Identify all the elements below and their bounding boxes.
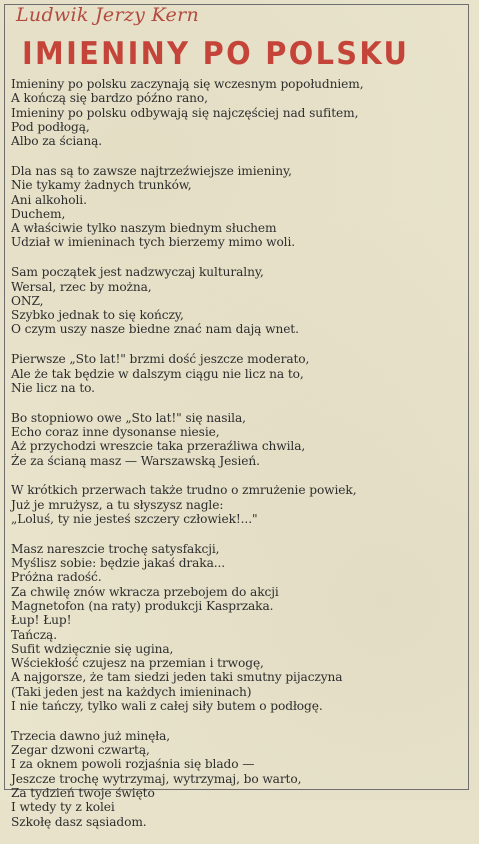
poem-line: Sufit wdzięcznie się ugina, bbox=[11, 641, 174, 656]
poem-line: Łup! Łup! bbox=[11, 613, 72, 628]
poem-line: Albo za ścianą. bbox=[11, 134, 103, 149]
poem-line: Ale że tak będzie w dalszym ciągu nie licz na to, bbox=[11, 366, 304, 381]
poem-line: Duchem, bbox=[11, 206, 66, 221]
poem-line: Tańczą. bbox=[11, 627, 57, 642]
poem-stanza bbox=[11, 542, 456, 714]
poem-line: I nie tańczy, tylko wali z całej siły butem o podłogę. bbox=[11, 698, 323, 713]
poem-line: Magnetofon (na raty) produkcji Kasprzaka. bbox=[11, 598, 274, 613]
poem-line: (Taki jeden jest na każdych imieninach) bbox=[11, 684, 252, 699]
poem-line: Trzecia dawno już minęła, bbox=[11, 728, 171, 743]
poem-line: A właściwie tylko naszym biednym słuchem bbox=[11, 221, 277, 236]
poem-line: Nie tykamy żadnych trunków, bbox=[11, 178, 192, 193]
poem-line: O czym uszy nasze biedne znać nam dają wnet. bbox=[11, 322, 299, 337]
poem-line: Że za ścianą masz — Warszawską Jesień. bbox=[11, 453, 260, 468]
poem-line: Masz nareszcie trochę satysfakcji, bbox=[11, 541, 220, 556]
poem-stanza bbox=[11, 729, 456, 829]
poem-line: Dla nas są to zawsze najtrzeźwiejsze imieniny, bbox=[11, 163, 292, 178]
poem-line: Wściekłość czujesz na przemian i trwogę, bbox=[11, 656, 264, 671]
poem-line: Pod podłogą, bbox=[11, 119, 90, 134]
poem-line: Echo coraz inne dysonanse niesie, bbox=[11, 424, 220, 439]
poem-line: Udział w imieninach tych bierzemy mimo woli. bbox=[11, 235, 296, 250]
poem-stanza bbox=[11, 352, 456, 395]
poem-stanza bbox=[11, 77, 456, 148]
poem-line: Zegar dzwoni czwartą, bbox=[11, 743, 150, 758]
poem-line: Szkołę dasz sąsiadom. bbox=[11, 814, 147, 829]
poem-title: IMIENINY PO POLSKU bbox=[22, 36, 410, 72]
poem-line: W krótkich przerwach także trudno o zmrużenie powiek, bbox=[11, 483, 357, 498]
poem-stanza bbox=[11, 411, 456, 468]
poem-line: Ani alkoholi. bbox=[11, 192, 87, 207]
poem-line: Bo stopniowo owe „Sto lat!" się nasila, bbox=[11, 410, 246, 425]
author-name: Ludwik Jerzy Kern bbox=[16, 4, 199, 26]
poem-line: Szybko jednak to się kończy, bbox=[11, 308, 184, 323]
poem-line: Imieniny po polsku zaczynają się wczesnym popołudniem, bbox=[11, 77, 364, 91]
poem-stanza bbox=[11, 483, 456, 526]
poem-line: Aż przychodzi wreszcie taka przeraźliwa chwila, bbox=[11, 439, 306, 454]
poem-line: A najgorsze, że tam siedzi jeden taki smutny pijaczyna bbox=[11, 670, 343, 685]
poem-line: A kończą się bardzo późno rano, bbox=[11, 91, 208, 106]
poem-line: Za tydzień twoje święto bbox=[11, 785, 155, 800]
poem-line: Próżna radość. bbox=[11, 570, 102, 585]
poem-body bbox=[11, 77, 456, 844]
poem-line: Nie licz na to. bbox=[11, 380, 95, 395]
poem-stanza bbox=[11, 265, 456, 336]
poem-line: Już je mrużysz, a tu słyszysz nagle: bbox=[11, 497, 224, 512]
poem-line: Myślisz sobie: będzie jakaś draka... bbox=[11, 556, 226, 571]
poem-line: Pierwsze „Sto lat!" brzmi dość jeszcze moderato, bbox=[11, 352, 310, 367]
poem-line: „Loluś, ty nie jesteś szczery człowiek!..." bbox=[11, 511, 258, 526]
poem-line: I wtedy ty z kolei bbox=[11, 800, 115, 815]
poem-stanza bbox=[11, 164, 456, 250]
poem-line: Za chwilę znów wkracza przebojem do akcji bbox=[11, 584, 279, 599]
poem-line: Jeszcze trochę wytrzymaj, wytrzymaj, bo warto, bbox=[11, 771, 302, 786]
poem-line: Wersal, rzec by można, bbox=[11, 279, 152, 294]
poem-line: Sam początek jest nadzwyczaj kulturalny, bbox=[11, 265, 264, 280]
poem-line: I za oknem powoli rozjaśnia się blado — bbox=[11, 757, 255, 772]
poem-line: ONZ, bbox=[11, 293, 44, 308]
poem-line: Imieniny po polsku odbywają się najczęściej nad sufitem, bbox=[11, 105, 359, 120]
